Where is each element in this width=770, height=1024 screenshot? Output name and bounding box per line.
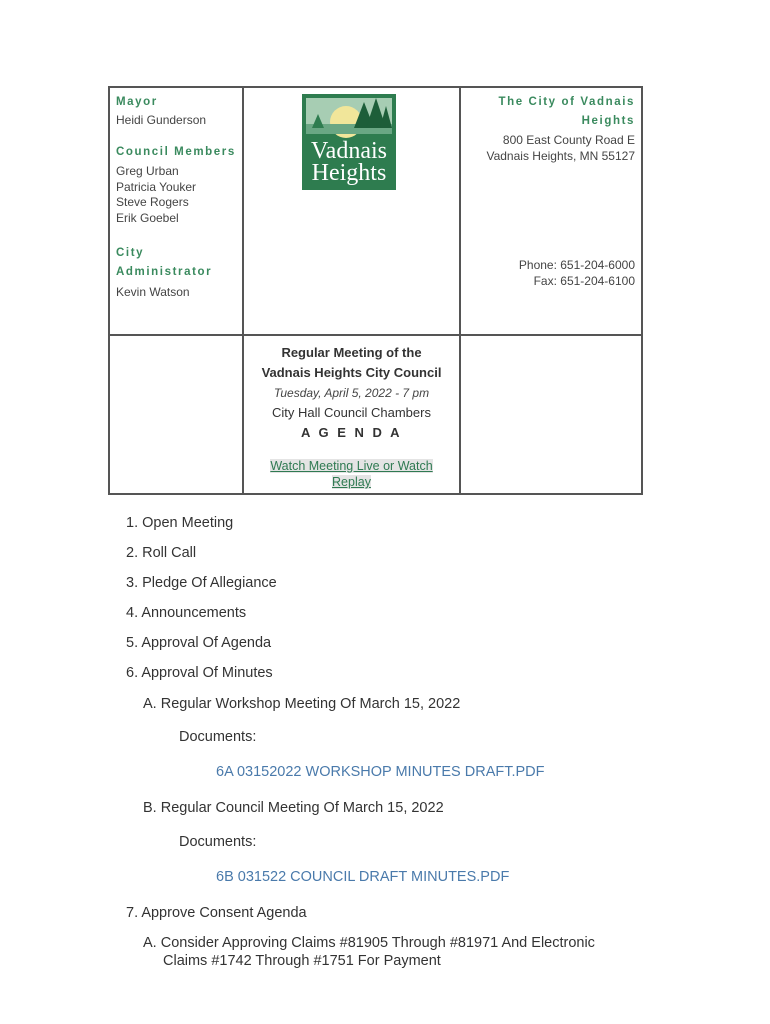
watch-meeting-link[interactable] xyxy=(242,458,461,490)
admin-label: Administrator xyxy=(116,266,213,278)
agenda-subitem: A. Regular Workshop Meeting Of March 15, 2022 xyxy=(143,696,461,712)
meeting-cell xyxy=(242,334,461,495)
agenda-subitem: B. Regular Council Meeting Of March 15, 2022 xyxy=(143,800,444,816)
mayor-name: Heidi Gunderson xyxy=(116,113,207,127)
agenda-item: 5. Approval Of Agenda xyxy=(126,635,272,651)
admin-name: Kevin Watson xyxy=(116,285,190,299)
documents-label: Documents: xyxy=(179,729,257,745)
admin-label: City xyxy=(116,247,145,259)
agenda-item: 3. Pledge Of Allegiance xyxy=(126,575,277,591)
agenda-item: 1. Open Meeting xyxy=(126,515,234,531)
phone: Phone: 651-204-6000 xyxy=(518,258,635,272)
address-line: 800 East County Road E xyxy=(502,133,635,147)
fax: Fax: 651-204-6100 xyxy=(533,274,635,288)
logo-text: Vadnais xyxy=(311,138,387,164)
agenda-item: 2. Roll Call xyxy=(126,545,197,561)
city-name: The City of Vadnais xyxy=(498,96,635,108)
agenda-subitem: A. Consider Approving Claims #81905 Through #81971 And Electronic xyxy=(143,935,595,951)
logo-cell xyxy=(242,86,461,336)
agenda-heading: A G E N D A xyxy=(301,425,402,440)
watch-link-text[interactable]: Replay xyxy=(332,475,371,489)
agenda-item: 4. Announcements xyxy=(126,605,247,621)
document-link[interactable]: 6B 031522 COUNCIL DRAFT MINUTES.PDF xyxy=(216,869,510,885)
contact-cell xyxy=(459,86,643,336)
agenda-item: 6. Approval Of Minutes xyxy=(126,665,273,681)
address-line: Vadnais Heights, MN 55127 xyxy=(486,149,635,163)
officials-cell xyxy=(108,86,244,336)
meeting-date: Tuesday, April 5, 2022 - 7 pm xyxy=(273,386,430,400)
empty-cell xyxy=(459,334,643,495)
city-logo xyxy=(302,94,396,190)
council-member: Patricia Youker xyxy=(116,179,197,194)
council-member: Greg Urban xyxy=(116,164,179,178)
document-link[interactable]: 6A 03152022 WORKSHOP MINUTES DRAFT.PDF xyxy=(216,764,545,780)
watch-link-text[interactable]: Watch Meeting Live or Watch xyxy=(270,459,433,473)
city-name: Heights xyxy=(581,115,635,127)
mayor-label: Mayor xyxy=(116,96,158,108)
agenda-subitem-cont: Claims #1742 Through #1751 For Payment xyxy=(163,953,441,969)
logo-text: Heights xyxy=(311,160,387,186)
meeting-location: City Hall Council Chambers xyxy=(272,405,431,420)
header-table xyxy=(108,86,643,495)
agenda-item: 7. Approve Consent Agenda xyxy=(126,905,307,921)
documents-label: Documents: xyxy=(179,834,257,850)
meeting-title: Regular Meeting of the xyxy=(281,345,422,360)
empty-cell xyxy=(108,334,244,495)
meeting-title: Vadnais Heights City Council xyxy=(261,365,442,380)
council-label: Council Members xyxy=(116,146,236,158)
council-member: Erik Goebel xyxy=(116,210,179,225)
council-member: Steve Rogers xyxy=(116,195,189,209)
